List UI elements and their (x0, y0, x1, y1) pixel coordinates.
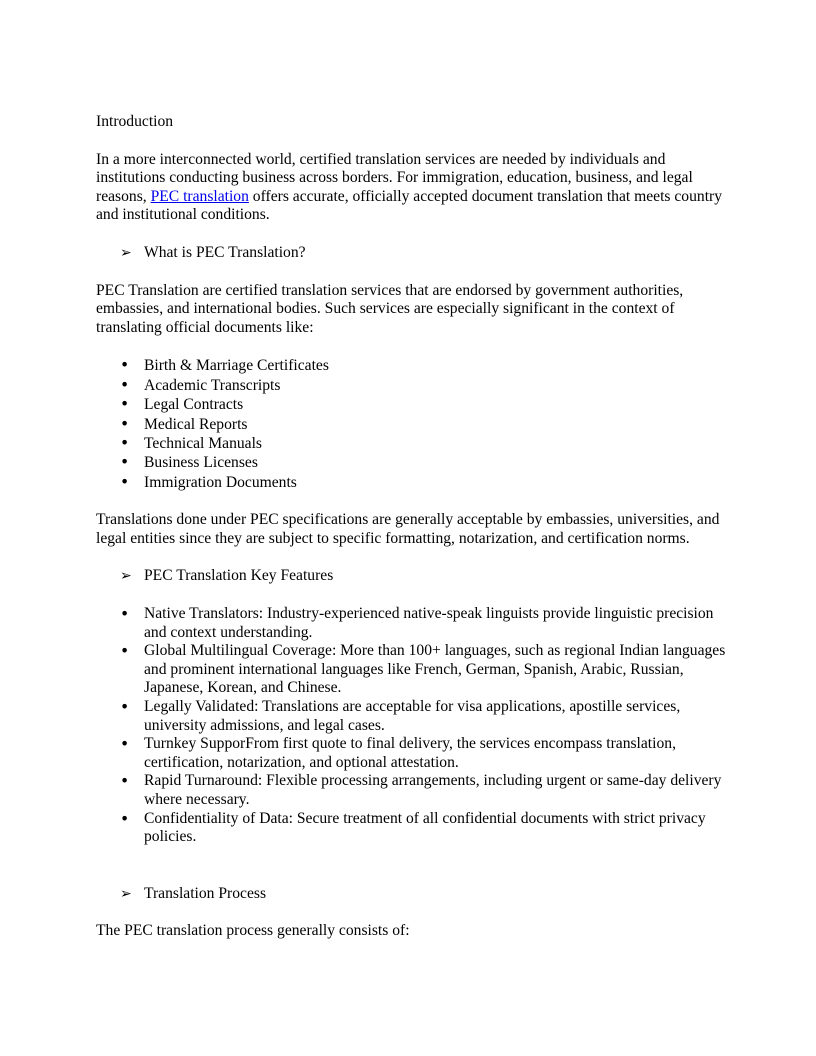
list-item-text: Business Licenses (144, 454, 258, 472)
intro-text-before-link: In a more interconnected world, certified translation services are needed by individuals and institutions conducting business across borders. For immigration, education, business, and legal reasons, (96, 150, 693, 205)
documents-list (96, 356, 726, 492)
list-item (96, 473, 726, 492)
what-is-pec-heading-text: What is PEC Translation? (144, 243, 306, 261)
list-item (96, 376, 726, 395)
list-item-text: Academic Transcripts (144, 376, 281, 394)
translation-process-heading-text: Translation Process (144, 884, 267, 902)
key-features-heading-text: PEC Translation Key Features (144, 567, 334, 585)
list-item (96, 415, 726, 434)
intro-heading: Introduction (96, 113, 174, 130)
list-item-text: Confidentiality of Data: Secure treatment of all confidential documents with strict privacy policies. (144, 809, 706, 846)
arrow-bullet-icon: ➢ (120, 885, 132, 902)
list-item (96, 356, 726, 375)
bullet-icon: • (120, 697, 130, 716)
list-item (96, 605, 726, 642)
what-is-pec-paragraph: PEC Translation are certified translation services that are endorsed by government authorities, embassies, and international bodies. Such services are especially significant in the context of translating official documents like: (96, 281, 684, 336)
list-item-text: Global Multilingual Coverage: More than 100+ languages, such as regional Indian languages and prominent international languages like French, German, Spanish, Arabic, Russian, Japanese, Korean, and Chinese. (144, 642, 726, 697)
list-item (96, 735, 726, 772)
bullet-icon: • (120, 642, 130, 661)
list-item (96, 453, 726, 472)
list-item (96, 395, 726, 414)
list-item (96, 810, 726, 847)
bullet-icon: • (120, 772, 130, 791)
arrow-bullet-icon: ➢ (120, 568, 132, 585)
list-item-text: Medical Reports (144, 415, 248, 433)
spacer (96, 866, 726, 885)
pec-translation-link[interactable]: PEC translation (150, 187, 249, 205)
list-item (96, 698, 726, 735)
list-item-text: Legally Validated: Translations are acceptable for visa applications, apostille services, university admissions, and legal cases. (144, 697, 681, 734)
bullet-icon: • (120, 375, 130, 394)
arrow-bullet-icon: ➢ (120, 244, 132, 261)
what-is-pec-heading (96, 244, 726, 263)
list-item-text: Legal Contracts (144, 396, 244, 414)
list-item-text: Birth & Marriage Certificates (144, 357, 329, 375)
bullet-icon: • (120, 453, 130, 472)
list-item-text: Immigration Documents (144, 473, 297, 491)
translation-process-heading (96, 885, 726, 904)
list-item-text: Technical Manuals (144, 434, 262, 452)
bullet-icon: • (120, 395, 130, 414)
pec-acceptance-paragraph: Translations done under PEC specifications are generally acceptable by embassies, universities, and legal entities since they are subject to specific formatting, notarization, and certification norms. (96, 511, 720, 547)
list-item-text: Native Translators: Industry-experienced native-speak linguists provide linguistic precision and context understanding. (144, 604, 714, 641)
bullet-icon: • (120, 809, 130, 828)
features-list (96, 605, 726, 847)
intro-paragraph (96, 151, 726, 225)
list-item (96, 434, 726, 453)
key-features-heading (96, 567, 726, 586)
bullet-icon: • (120, 414, 130, 433)
list-item-text: Rapid Turnaround: Flexible processing arrangements, including urgent or same-day delivery where necessary. (144, 772, 722, 808)
bullet-icon: • (120, 604, 130, 623)
list-item (96, 642, 726, 698)
bullet-icon: • (120, 433, 130, 452)
bullet-icon: • (120, 356, 130, 375)
document-page (96, 113, 726, 960)
list-item (96, 772, 726, 809)
bullet-icon: • (120, 472, 130, 491)
list-item-text: Turnkey SupporFrom first quote to final delivery, the services encompass translation, certification, notarization, and optional attestation. (144, 735, 676, 771)
translation-process-paragraph: The PEC translation process generally consists of: (96, 922, 410, 940)
intro-text-after-link: offers accurate, officially accepted document translation that meets country and institutional conditions. (96, 187, 723, 224)
bullet-icon: • (120, 735, 130, 754)
